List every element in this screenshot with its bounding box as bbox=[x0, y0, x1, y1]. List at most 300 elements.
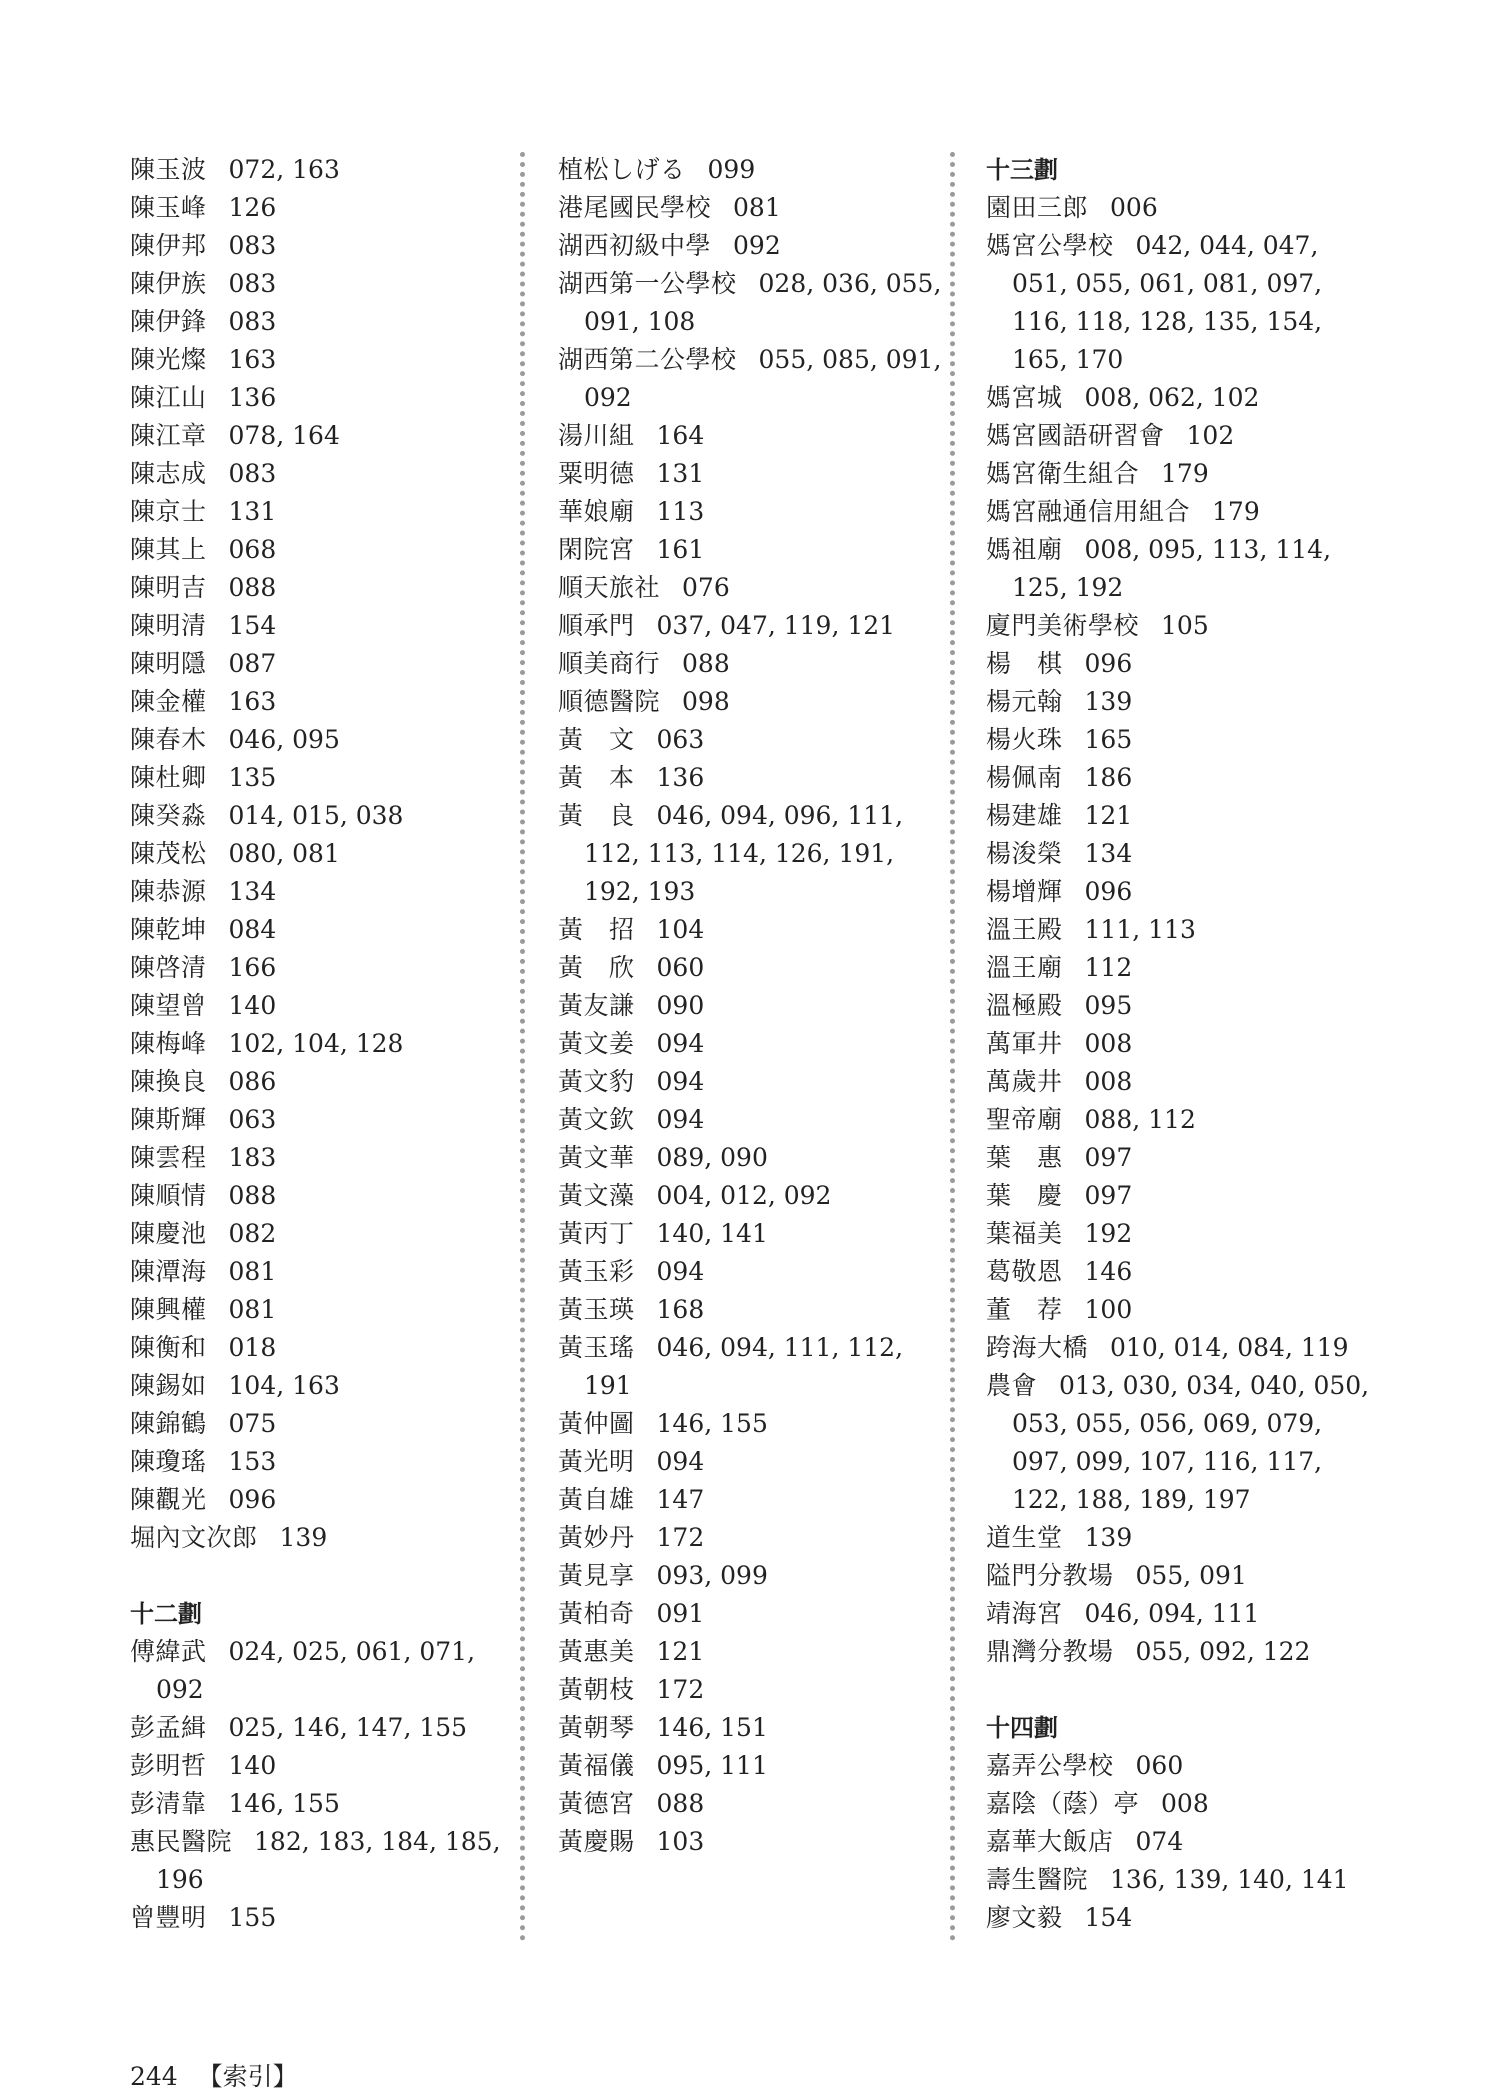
index-term: 陳慶池 bbox=[130, 1219, 207, 1248]
index-term: 湖西初級中學 bbox=[558, 231, 712, 260]
index-term: 黃自雄 bbox=[558, 1485, 635, 1514]
page-references: 094 bbox=[656, 1029, 705, 1058]
index-term: 黃文欽 bbox=[558, 1105, 635, 1134]
index-term: 陳梅峰 bbox=[130, 1029, 207, 1058]
page-references: 078, 164 bbox=[228, 421, 340, 450]
index-term: 園田三郎 bbox=[986, 193, 1089, 222]
index-entry bbox=[986, 1823, 1376, 1861]
index-term: 陳光燦 bbox=[130, 345, 207, 374]
page-references: 182, 183, 184, 185, 196 bbox=[156, 1827, 501, 1894]
index-term: 陳啓清 bbox=[130, 953, 207, 982]
index-entry bbox=[558, 531, 948, 569]
page-references: 165 bbox=[1084, 725, 1133, 754]
stroke-count-heading: 十四劃 bbox=[986, 1714, 1058, 1742]
index-entry bbox=[558, 949, 948, 987]
index-term: 董 荐 bbox=[986, 1295, 1063, 1324]
page-references: 093, 099 bbox=[656, 1561, 768, 1590]
index-column-2 bbox=[558, 151, 948, 1861]
page-references: 192 bbox=[1084, 1219, 1133, 1248]
page-references: 091 bbox=[656, 1599, 705, 1628]
page-footer bbox=[130, 2062, 298, 2092]
page-references: 179 bbox=[1212, 497, 1260, 526]
page-references: 055, 091 bbox=[1135, 1561, 1247, 1590]
index-term: 閑院宮 bbox=[558, 535, 635, 564]
page-references: 081 bbox=[228, 1257, 277, 1286]
index-term: 黃玉瑛 bbox=[558, 1295, 635, 1324]
index-term: 黃慶賜 bbox=[558, 1827, 635, 1856]
index-term: 黃 招 bbox=[558, 915, 635, 944]
index-entry bbox=[130, 569, 520, 607]
page-references: 183 bbox=[228, 1143, 277, 1172]
index-term: 鼎灣分教場 bbox=[986, 1637, 1114, 1666]
index-term: 黃見享 bbox=[558, 1561, 635, 1590]
index-entry bbox=[558, 1519, 948, 1557]
index-term: 陳明隱 bbox=[130, 649, 207, 678]
page-references: 161 bbox=[656, 535, 705, 564]
index-entry bbox=[558, 1709, 948, 1747]
index-entry bbox=[986, 1861, 1376, 1899]
page-references: 179 bbox=[1161, 459, 1209, 488]
index-term: 黃福儀 bbox=[558, 1751, 635, 1780]
page-references: 105 bbox=[1161, 611, 1209, 640]
page-references: 121 bbox=[1084, 801, 1133, 830]
index-section bbox=[986, 1671, 1376, 1937]
index-term: 黃 欣 bbox=[558, 953, 635, 982]
page-references: 146, 151 bbox=[656, 1713, 768, 1742]
section-spacer bbox=[130, 1557, 520, 1595]
index-term: 媽祖廟 bbox=[986, 535, 1063, 564]
index-entry bbox=[130, 417, 520, 455]
index-term: 聖帝廟 bbox=[986, 1105, 1063, 1134]
index-term: 葛敬恩 bbox=[986, 1257, 1063, 1286]
index-entry bbox=[130, 379, 520, 417]
page-references: 008 bbox=[1161, 1789, 1209, 1818]
index-term: 陳玉峰 bbox=[130, 193, 207, 222]
index-entry bbox=[130, 683, 520, 721]
index-entry bbox=[986, 683, 1376, 721]
index-entry bbox=[130, 1899, 520, 1937]
index-term: 黃文藻 bbox=[558, 1181, 635, 1210]
section-label: 【索引】 bbox=[197, 2062, 298, 2091]
index-term: 陳伊族 bbox=[130, 269, 207, 298]
index-term: 媽宮融通信用組合 bbox=[986, 497, 1191, 526]
index-entry bbox=[130, 1405, 520, 1443]
index-term: 彭清靠 bbox=[130, 1789, 207, 1818]
index-entry bbox=[986, 1253, 1376, 1291]
index-entry bbox=[558, 1405, 948, 1443]
index-term: 陳雲程 bbox=[130, 1143, 207, 1172]
index-entry bbox=[986, 1785, 1376, 1823]
page-references: 096 bbox=[228, 1485, 277, 1514]
index-entry bbox=[558, 1785, 948, 1823]
page-references: 168 bbox=[656, 1295, 705, 1324]
page-references: 111, 113 bbox=[1084, 915, 1196, 944]
page-references: 094 bbox=[656, 1257, 705, 1286]
index-term: 陳杜卿 bbox=[130, 763, 207, 792]
index-term: 陳明吉 bbox=[130, 573, 207, 602]
index-term: 彭明哲 bbox=[130, 1751, 207, 1780]
page-references: 084 bbox=[228, 915, 277, 944]
page-references: 166 bbox=[228, 953, 277, 982]
index-term: 陳志成 bbox=[130, 459, 207, 488]
stroke-count-heading: 十二劃 bbox=[130, 1600, 202, 1628]
page-references: 004, 012, 092 bbox=[656, 1181, 832, 1210]
index-entry bbox=[130, 1785, 520, 1823]
index-term: 陳換良 bbox=[130, 1067, 207, 1096]
index-entry bbox=[558, 1215, 948, 1253]
index-entry bbox=[558, 265, 948, 341]
index-entry bbox=[558, 1329, 948, 1405]
index-entry bbox=[130, 949, 520, 987]
index-entry bbox=[558, 987, 948, 1025]
index-term: 媽宮衛生組合 bbox=[986, 459, 1140, 488]
page-references: 172 bbox=[656, 1523, 705, 1552]
page-references: 088 bbox=[228, 1181, 277, 1210]
page-references: 100 bbox=[1084, 1295, 1133, 1324]
index-entry bbox=[130, 1025, 520, 1063]
index-entry bbox=[986, 1595, 1376, 1633]
index-entry bbox=[558, 1253, 948, 1291]
index-term: 嘉弄公學校 bbox=[986, 1751, 1114, 1780]
page-references: 083 bbox=[228, 231, 277, 260]
page-references: 094 bbox=[656, 1067, 705, 1096]
index-entry bbox=[130, 341, 520, 379]
index-entry bbox=[130, 493, 520, 531]
index-term: 楊浚榮 bbox=[986, 839, 1063, 868]
index-entry bbox=[558, 683, 948, 721]
index-term: 萬軍井 bbox=[986, 1029, 1063, 1058]
index-entry bbox=[986, 1101, 1376, 1139]
index-entry bbox=[986, 1139, 1376, 1177]
index-term: 湖西第二公學校 bbox=[558, 345, 737, 374]
page-references: 055, 085, 091, 092 bbox=[584, 345, 942, 412]
index-term: 黃玉彩 bbox=[558, 1257, 635, 1286]
page-references: 013, 030, 034, 040, 050, 053, 055, 056, 069, 079, 097, 099, 107, 116, 117, 122, 188, 189, 197 bbox=[1012, 1371, 1370, 1514]
page-references: 060 bbox=[656, 953, 705, 982]
index-term: 陳錦鶴 bbox=[130, 1409, 207, 1438]
page-references: 139 bbox=[279, 1523, 328, 1552]
page-references: 010, 014, 084, 119 bbox=[1110, 1333, 1349, 1362]
index-entry bbox=[986, 797, 1376, 835]
page-references: 068 bbox=[228, 535, 277, 564]
index-term: 順德醫院 bbox=[558, 687, 661, 716]
index-entry bbox=[130, 797, 520, 835]
page-references: 063 bbox=[228, 1105, 277, 1134]
index-entry bbox=[130, 721, 520, 759]
page-references: 139 bbox=[1084, 687, 1133, 716]
index-entry bbox=[130, 455, 520, 493]
index-entry bbox=[130, 531, 520, 569]
page-references: 163 bbox=[228, 687, 277, 716]
index-section bbox=[130, 151, 520, 1557]
index-term: 曾豐明 bbox=[130, 1903, 207, 1932]
index-column-1 bbox=[130, 151, 520, 1937]
index-term: 楊佩南 bbox=[986, 763, 1063, 792]
column-divider bbox=[520, 152, 525, 1942]
index-entry bbox=[986, 835, 1376, 873]
page-references: 146, 155 bbox=[656, 1409, 768, 1438]
index-column-3 bbox=[986, 151, 1376, 1937]
index-term: 陳春木 bbox=[130, 725, 207, 754]
page-references: 082 bbox=[228, 1219, 277, 1248]
index-entry bbox=[986, 911, 1376, 949]
index-term: 陳伊鋒 bbox=[130, 307, 207, 336]
index-entry bbox=[558, 151, 948, 189]
index-entry bbox=[986, 1633, 1376, 1671]
index-term: 傅緯武 bbox=[130, 1637, 207, 1666]
index-term: 惠民醫院 bbox=[130, 1827, 233, 1856]
index-entry bbox=[986, 189, 1376, 227]
index-entry bbox=[130, 227, 520, 265]
index-entry bbox=[986, 949, 1376, 987]
index-term: 陳乾坤 bbox=[130, 915, 207, 944]
index-term: 廖文毅 bbox=[986, 1903, 1063, 1932]
page-references: 088, 112 bbox=[1084, 1105, 1196, 1134]
index-entry bbox=[986, 873, 1376, 911]
index-term: 黃文華 bbox=[558, 1143, 635, 1172]
index-term: 隘門分教場 bbox=[986, 1561, 1114, 1590]
page-references: 126 bbox=[228, 193, 277, 222]
index-term: 陳其上 bbox=[130, 535, 207, 564]
page-references: 046, 094, 111, 112, 191 bbox=[584, 1333, 904, 1400]
index-term: 黃仲圖 bbox=[558, 1409, 635, 1438]
page-references: 097 bbox=[1084, 1181, 1133, 1210]
index-term: 陳金權 bbox=[130, 687, 207, 716]
index-entry bbox=[986, 645, 1376, 683]
index-entry bbox=[558, 1101, 948, 1139]
page-references: 134 bbox=[1084, 839, 1133, 868]
page-references: 075 bbox=[228, 1409, 277, 1438]
page-references: 087 bbox=[228, 649, 277, 678]
page-references: 112 bbox=[1084, 953, 1133, 982]
section-spacer bbox=[986, 1671, 1376, 1709]
page-references: 103 bbox=[656, 1827, 705, 1856]
page-references: 095, 111 bbox=[656, 1751, 768, 1780]
page-references: 074 bbox=[1135, 1827, 1184, 1856]
page-references: 088 bbox=[656, 1789, 705, 1818]
index-term: 道生堂 bbox=[986, 1523, 1063, 1552]
page-references: 096 bbox=[1084, 877, 1133, 906]
index-entry bbox=[558, 417, 948, 455]
index-term: 順承門 bbox=[558, 611, 635, 640]
index-entry bbox=[986, 417, 1376, 455]
index-section bbox=[986, 151, 1376, 1671]
page-references: 134 bbox=[228, 877, 277, 906]
index-entry bbox=[986, 531, 1376, 607]
index-entry bbox=[130, 1747, 520, 1785]
page-references: 025, 146, 147, 155 bbox=[228, 1713, 468, 1742]
page-references: 102 bbox=[1186, 421, 1235, 450]
index-entry bbox=[558, 455, 948, 493]
index-entry bbox=[558, 1671, 948, 1709]
index-term: 黃朝枝 bbox=[558, 1675, 635, 1704]
index-entry bbox=[986, 227, 1376, 379]
index-entry bbox=[130, 189, 520, 227]
index-term: 陳京士 bbox=[130, 497, 207, 526]
page-references: 155 bbox=[228, 1903, 277, 1932]
index-entry bbox=[558, 759, 948, 797]
index-term: 粟明德 bbox=[558, 459, 635, 488]
index-term: 黃妙丹 bbox=[558, 1523, 635, 1552]
index-term: 陳癸淼 bbox=[130, 801, 207, 830]
page-references: 172 bbox=[656, 1675, 705, 1704]
page-references: 131 bbox=[228, 497, 277, 526]
index-term: 楊火珠 bbox=[986, 725, 1063, 754]
index-term: 陳伊邦 bbox=[130, 231, 207, 260]
index-term: 黃 文 bbox=[558, 725, 635, 754]
index-term: 陳衡和 bbox=[130, 1333, 207, 1362]
index-entry bbox=[986, 1063, 1376, 1101]
index-term: 溫極殿 bbox=[986, 991, 1063, 1020]
page-references: 154 bbox=[228, 611, 277, 640]
page-references: 083 bbox=[228, 307, 277, 336]
index-entry bbox=[986, 379, 1376, 417]
page-references: 153 bbox=[228, 1447, 277, 1476]
index-term: 陳恭源 bbox=[130, 877, 207, 906]
index-entry bbox=[558, 1177, 948, 1215]
index-entry bbox=[558, 1747, 948, 1785]
index-term: 葉福美 bbox=[986, 1219, 1063, 1248]
page-references: 113 bbox=[656, 497, 705, 526]
index-term: 黃惠美 bbox=[558, 1637, 635, 1666]
index-entry bbox=[130, 151, 520, 189]
page-references: 063 bbox=[656, 725, 705, 754]
index-term: 黃柏奇 bbox=[558, 1599, 635, 1628]
index-entry bbox=[558, 1291, 948, 1329]
index-term: 陳江章 bbox=[130, 421, 207, 450]
index-term: 陳瓊瑤 bbox=[130, 1447, 207, 1476]
index-term: 湖西第一公學校 bbox=[558, 269, 737, 298]
index-term: 彭孟緝 bbox=[130, 1713, 207, 1742]
index-entry bbox=[130, 1177, 520, 1215]
page-references: 089, 090 bbox=[656, 1143, 768, 1172]
index-term: 嘉華大飯店 bbox=[986, 1827, 1114, 1856]
index-entry bbox=[986, 455, 1376, 493]
page-references: 147 bbox=[656, 1485, 705, 1514]
index-entry bbox=[130, 987, 520, 1025]
index-entry bbox=[130, 1063, 520, 1101]
page-references: 146 bbox=[1084, 1257, 1133, 1286]
index-term: 陳明清 bbox=[130, 611, 207, 640]
page-references: 104 bbox=[656, 915, 705, 944]
index-term: 港尾國民學校 bbox=[558, 193, 712, 222]
index-entry bbox=[130, 265, 520, 303]
column-divider bbox=[950, 152, 955, 1942]
page-references: 096 bbox=[1084, 649, 1133, 678]
page-references: 024, 025, 061, 071, 092 bbox=[156, 1637, 476, 1704]
index-term: 華娘廟 bbox=[558, 497, 635, 526]
index-term: 陳觀光 bbox=[130, 1485, 207, 1514]
index-term: 壽生醫院 bbox=[986, 1865, 1089, 1894]
index-term: 植松しげる bbox=[558, 155, 686, 184]
index-entry bbox=[558, 1557, 948, 1595]
page-references: 099 bbox=[707, 155, 756, 184]
index-term: 黃 本 bbox=[558, 763, 635, 792]
index-entry bbox=[986, 1215, 1376, 1253]
index-entry bbox=[558, 1633, 948, 1671]
index-term: 溫王殿 bbox=[986, 915, 1063, 944]
page-references: 037, 047, 119, 121 bbox=[656, 611, 896, 640]
index-entry bbox=[986, 1747, 1376, 1785]
index-entry bbox=[558, 1139, 948, 1177]
page-references: 080, 081 bbox=[228, 839, 340, 868]
page-references: 072, 163 bbox=[228, 155, 340, 184]
index-entry bbox=[986, 493, 1376, 531]
index-term: 嘉陰（蔭）亭 bbox=[986, 1789, 1140, 1818]
index-entry bbox=[130, 759, 520, 797]
index-term: 靖海宮 bbox=[986, 1599, 1063, 1628]
index-term: 黃德宮 bbox=[558, 1789, 635, 1818]
page-references: 046, 095 bbox=[228, 725, 340, 754]
page-references: 146, 155 bbox=[228, 1789, 340, 1818]
index-entry bbox=[130, 303, 520, 341]
page-references: 088 bbox=[682, 649, 730, 678]
index-entry bbox=[130, 607, 520, 645]
index-entry bbox=[986, 1519, 1376, 1557]
index-entry bbox=[130, 911, 520, 949]
index-entry bbox=[986, 987, 1376, 1025]
page-references: 097 bbox=[1084, 1143, 1133, 1172]
index-term: 黃文豹 bbox=[558, 1067, 635, 1096]
page-references: 083 bbox=[228, 269, 277, 298]
page-references: 136, 139, 140, 141 bbox=[1110, 1865, 1349, 1894]
page-references: 140 bbox=[228, 991, 277, 1020]
page-references: 028, 036, 055, 091, 108 bbox=[584, 269, 942, 336]
index-term: 堀內文次郎 bbox=[130, 1523, 258, 1552]
page-references: 098 bbox=[682, 687, 730, 716]
index-term: 媽宮公學校 bbox=[986, 231, 1114, 260]
index-entry bbox=[558, 1595, 948, 1633]
index-term: 陳潭海 bbox=[130, 1257, 207, 1286]
index-entry bbox=[558, 569, 948, 607]
index-entry bbox=[130, 1633, 520, 1709]
index-entry bbox=[986, 1177, 1376, 1215]
page-references: 121 bbox=[656, 1637, 705, 1666]
index-term: 媽宮城 bbox=[986, 383, 1063, 412]
index-entry bbox=[558, 1481, 948, 1519]
index-entry bbox=[986, 1557, 1376, 1595]
page-references: 083 bbox=[228, 459, 277, 488]
page-references: 008, 095, 113, 114, 125, 192 bbox=[1012, 535, 1332, 602]
page-references: 140 bbox=[228, 1751, 277, 1780]
page-references: 008 bbox=[1084, 1067, 1133, 1096]
page-references: 055, 092, 122 bbox=[1135, 1637, 1311, 1666]
page-references: 042, 044, 047, 051, 055, 061, 081, 097, 116, 118, 128, 135, 154, 165, 170 bbox=[1012, 231, 1323, 374]
index-term: 黃玉瑤 bbox=[558, 1333, 635, 1362]
page-references: 006 bbox=[1110, 193, 1158, 222]
page-references: 008, 062, 102 bbox=[1084, 383, 1260, 412]
page-references: 131 bbox=[656, 459, 705, 488]
index-entry bbox=[558, 341, 948, 417]
index-entry bbox=[130, 1443, 520, 1481]
index-term: 陳錫如 bbox=[130, 1371, 207, 1400]
index-term: 萬歲井 bbox=[986, 1067, 1063, 1096]
index-term: 陳玉波 bbox=[130, 155, 207, 184]
page-references: 046, 094, 111 bbox=[1084, 1599, 1260, 1628]
page-references: 088 bbox=[228, 573, 277, 602]
index-entry bbox=[130, 1709, 520, 1747]
index-entry bbox=[986, 1025, 1376, 1063]
index-term: 陳興權 bbox=[130, 1295, 207, 1324]
page-references: 140, 141 bbox=[656, 1219, 768, 1248]
index-entry bbox=[130, 835, 520, 873]
index-section bbox=[130, 1557, 520, 1937]
page-references: 139 bbox=[1084, 1523, 1133, 1552]
index-entry bbox=[558, 607, 948, 645]
page-references: 086 bbox=[228, 1067, 277, 1096]
index-term: 跨海大橋 bbox=[986, 1333, 1089, 1362]
page-references: 164 bbox=[656, 421, 705, 450]
